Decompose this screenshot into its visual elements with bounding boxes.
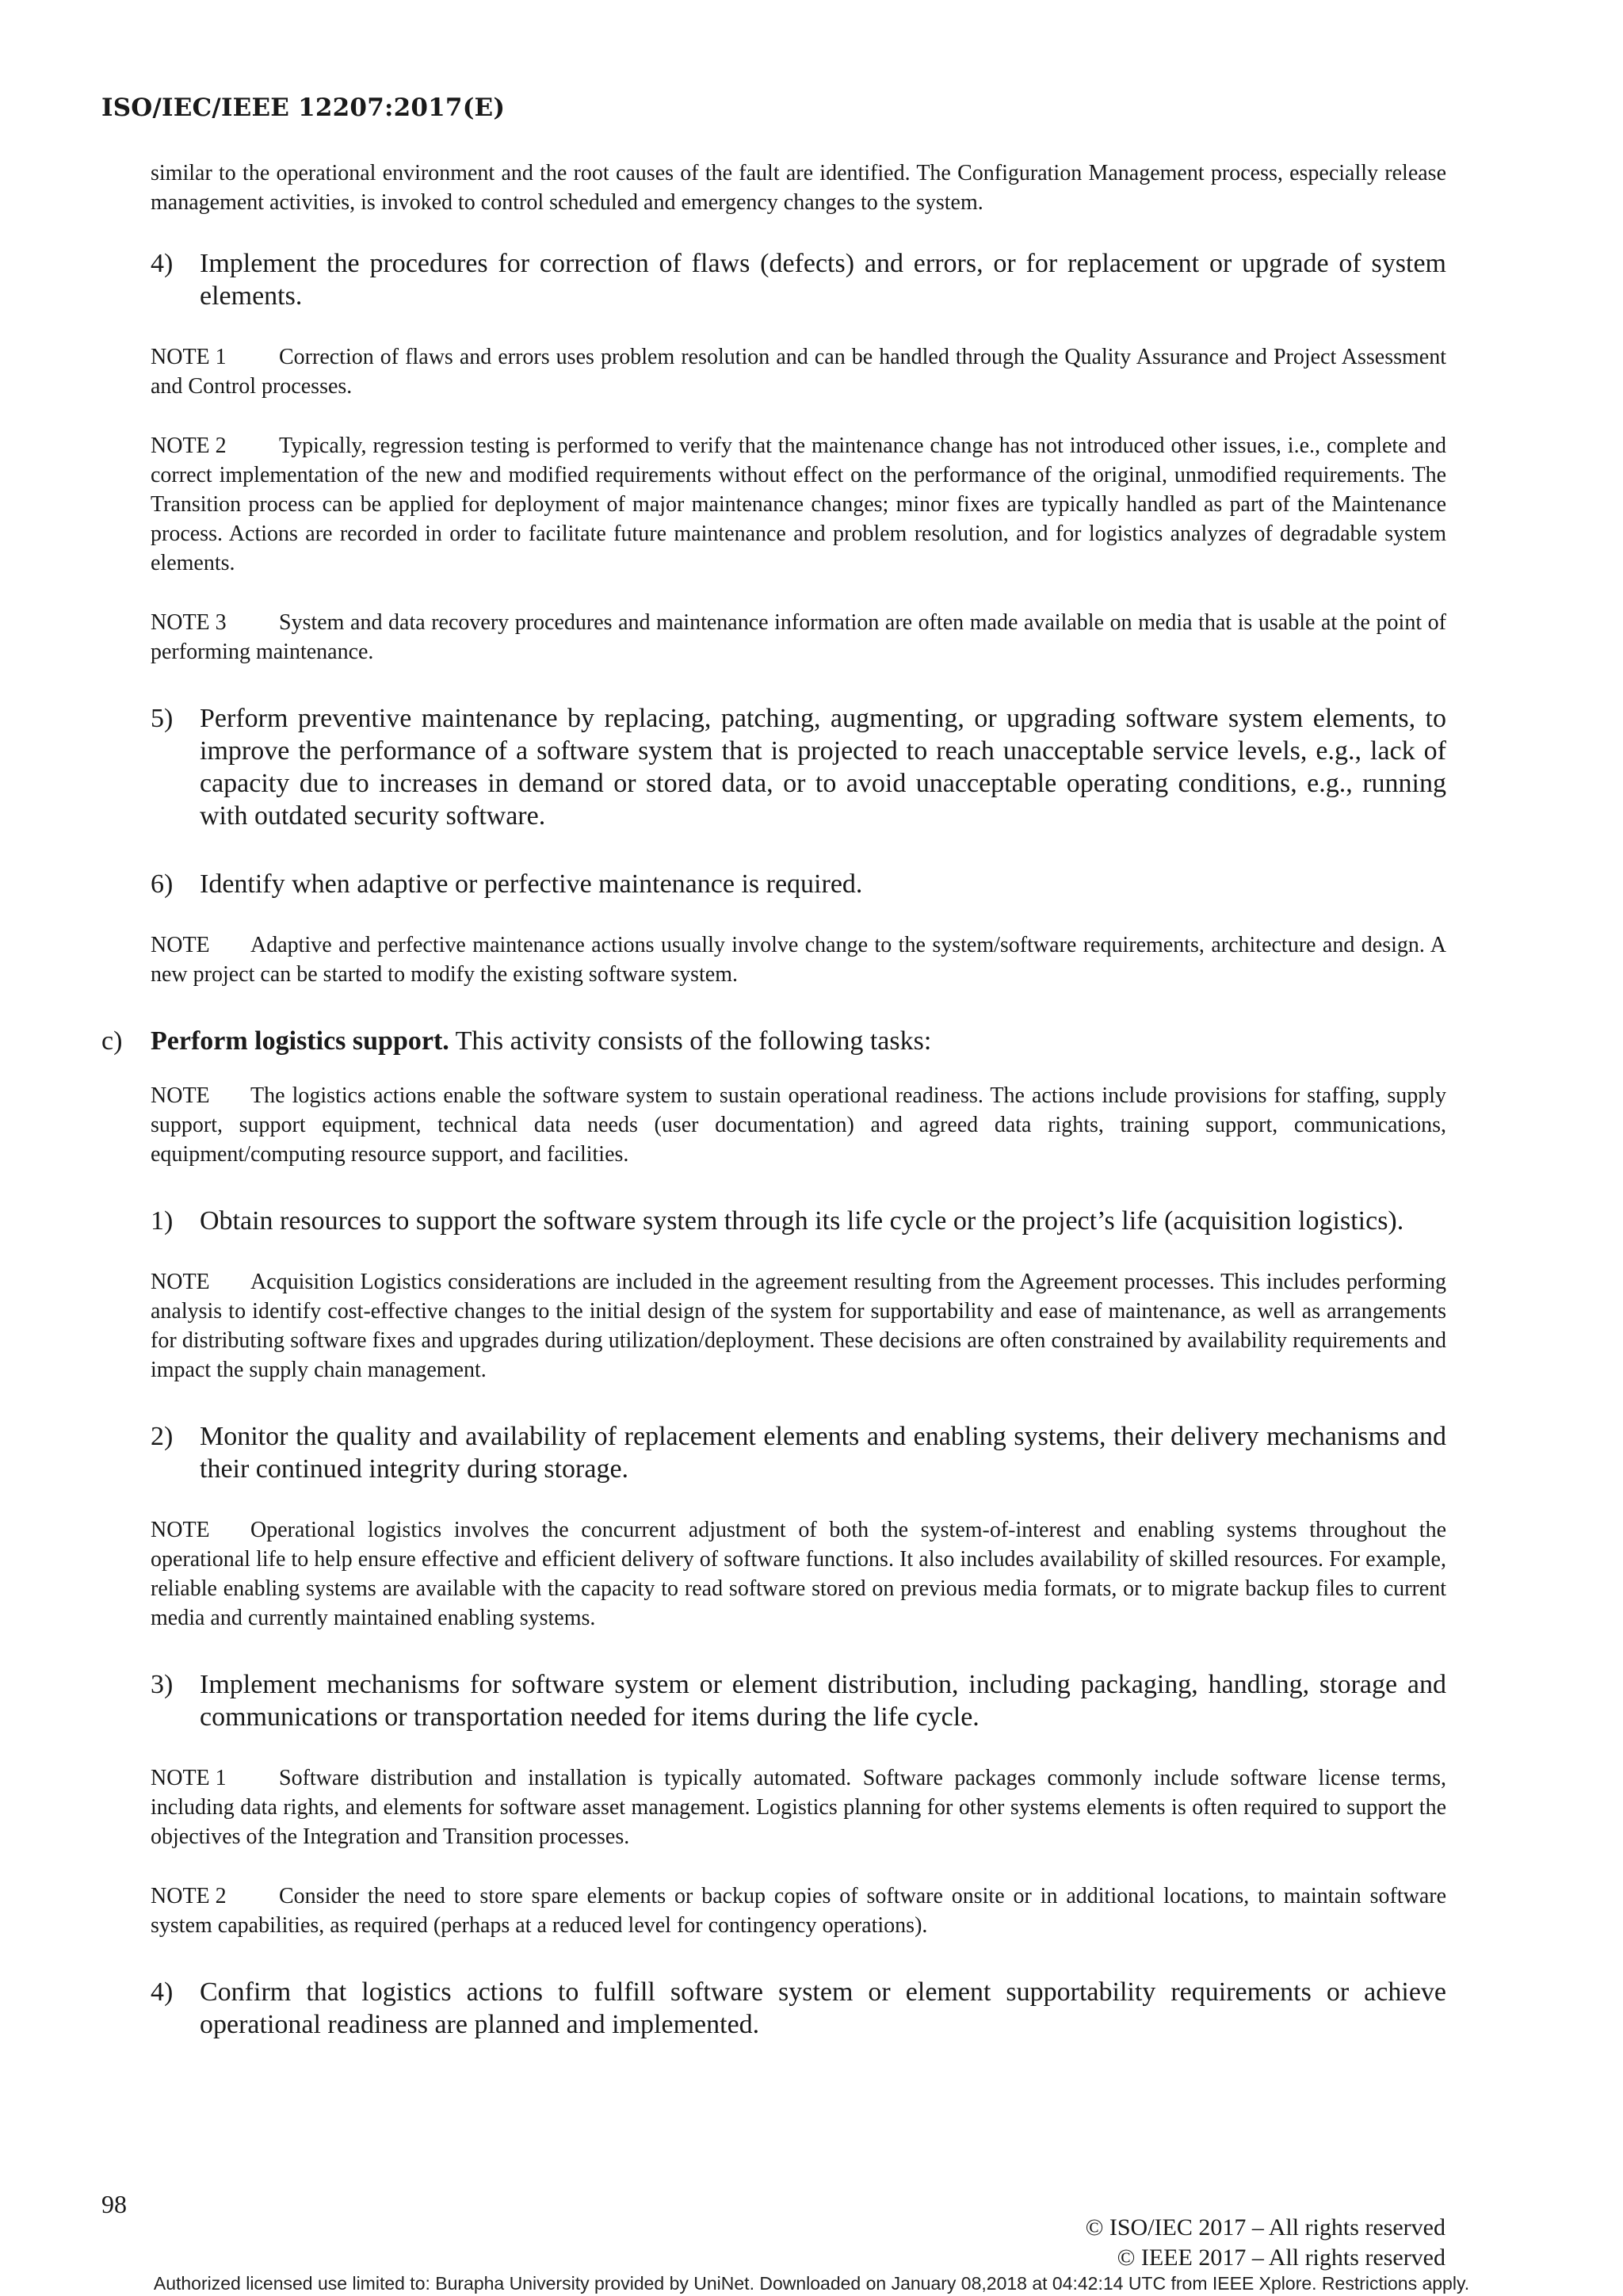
note-text: Software distribution and installation is typically automated. Software packages commonly include software license terms, including data rights, and elements for software asset management. Logistics planning for other systems elements is often required to support the objectives of the Integration and Transition processes. [151,1766,1446,1849]
note-3 [151,608,1446,667]
note-text: System and data recovery procedures and maintenance information are often made available on media that is usable at the point of performing maintenance. [151,610,1446,664]
logistics-item-4 [151,1976,1446,2041]
note-label: NOTE 1 [151,1766,227,1790]
note-text: Correction of flaws and errors uses problem resolution and can be handled through the Quality Assurance and Project Assessment and Control processes. [151,345,1446,399]
note [151,930,1446,989]
activity-title: Perform logistics support. [151,1026,449,1056]
note-text: Adaptive and perfective maintenance actions usually involve change to the system/software requirements, architecture and design. A new project can be started to modify the existing software system. [151,933,1446,987]
note-1 [151,1763,1446,1851]
activity-c [101,1025,1446,1057]
note-text: Acquisition Logistics considerations are included in the agreement resulting from the Agreement processes. This includes performing analysis to identify cost-effective changes to the initial design of the system for supportability and ease of maintenance, as well as arrangements for distributing software fixes and upgrades during utilization/deployment. These decisions are often constrained by availability requirements and impact the supply chain management. [151,1270,1446,1382]
note-text: Typically, regression testing is performed to verify that the maintenance change has not introduced other issues, i.e., complete and correct implementation of the new and modified requirements without effect on the performance of the original, unmodified requirements. The Transition process can be applied for deployment of major maintenance changes; minor fixes are typically handled as part of the Maintenance process. Actions are recorded in order to facilitate future maintenance and problem resolution, and for logistics analyzes of degradable system elements. [151,434,1446,575]
note [151,1515,1446,1633]
logistics-item-2 [151,1420,1446,1485]
item-number: 5) [151,704,174,733]
task-item-6 [151,868,1446,900]
activity-description: This activity consists of the following tasks: [449,1026,932,1056]
note-label: NOTE [151,1083,210,1108]
note-label: NOTE [151,1270,210,1294]
item-number: 4) [151,249,174,278]
note-2 [151,1881,1446,1940]
item-number: 4) [151,1977,174,2007]
copyright-iso: © ISO/IEC 2017 – All rights reserved [1085,2214,1445,2241]
item-number: 1) [151,1206,174,1236]
task-item-4 [151,247,1446,312]
note [151,1267,1446,1385]
note-text: Operational logistics involves the concurrent adjustment of both the system-of-interest and enabling systems throughout the operational life to help ensure effective and efficient delivery of software functions. It also includes availability of skilled resources. For example, reliable enabling systems are available with the capacity to read software stored on previous media formats, or to migrate backup files to current media and currently maintained enabling systems. [151,1518,1446,1630]
task-item-5 [151,702,1446,832]
note-text: The logistics actions enable the software system to sustain operational readiness. The actions include provisions for staffing, supply support, support equipment, technical data needs (user documentation) and agreed data rights, training support, communications, equipment/computing resource support, and facilities. [151,1083,1446,1167]
item-number: 2) [151,1422,174,1451]
item-text: Identify when adaptive or perfective maintenance is required. [200,869,863,899]
license-notice: Authorized licensed use limited to: Burapha University provided by UniNet. Downloaded on January 08,2018 at 04:42:14 UTC from IEEE Xplore. Restrictions apply. [153,2273,1470,2294]
activity-letter: c) [101,1026,123,1056]
note-2 [151,431,1446,578]
note-label: NOTE 2 [151,434,227,458]
item-text: Confirm that logistics actions to fulfill software system or element supportability requirements or achieve operational readiness are planned and implemented. [200,1977,1446,2039]
page-content [0,159,1623,2041]
note-text: Consider the need to store spare elements or backup copies of software onsite or in additional locations, to maintain software system capabilities, as required (perhaps at a reduced level for contingency operations). [151,1884,1446,1938]
document-header: ISO/IEC/IEEE 12207:2017(E) [101,94,506,122]
item-text: Implement the procedures for correction of flaws (defects) and errors, or for replacement or upgrade of system elements. [200,249,1446,311]
note-1 [151,342,1446,401]
item-text: Obtain resources to support the software system through its life cycle or the project’s life (acquisition logistics). [200,1206,1404,1236]
item-number: 3) [151,1670,174,1699]
note-label: NOTE 2 [151,1884,227,1908]
page-number: 98 [101,2190,127,2218]
note-label: NOTE [151,1518,210,1542]
note-label: NOTE 1 [151,345,227,369]
note [151,1081,1446,1169]
note-label: NOTE [151,933,210,957]
copyright-ieee: © IEEE 2017 – All rights reserved [1117,2244,1445,2271]
item-text: Perform preventive maintenance by replacing, patching, augmenting, or upgrading software system elements, to improve the performance of a software system that is projected to reach unacceptable service levels, e.g., lack of capacity due to increases in demand or stored data, or to avoid unacceptable operating conditions, e.g., running with outdated security software. [200,704,1446,831]
note-label: NOTE 3 [151,610,227,635]
item-number: 6) [151,869,174,899]
logistics-item-1 [151,1205,1446,1237]
item-text: Monitor the quality and availability of replacement elements and enabling systems, their delivery mechanisms and their continued integrity during storage. [200,1422,1446,1484]
intro-paragraph: similar to the operational environment and the root causes of the fault are identified. The Configuration Management process, especially release management activities, is invoked to control scheduled and emergency changes to the system. [151,161,1446,215]
item-text: Implement mechanisms for software system or element distribution, including packaging, handling, storage and communications or transportation needed for items during the life cycle. [200,1670,1446,1732]
logistics-item-3 [151,1668,1446,1733]
